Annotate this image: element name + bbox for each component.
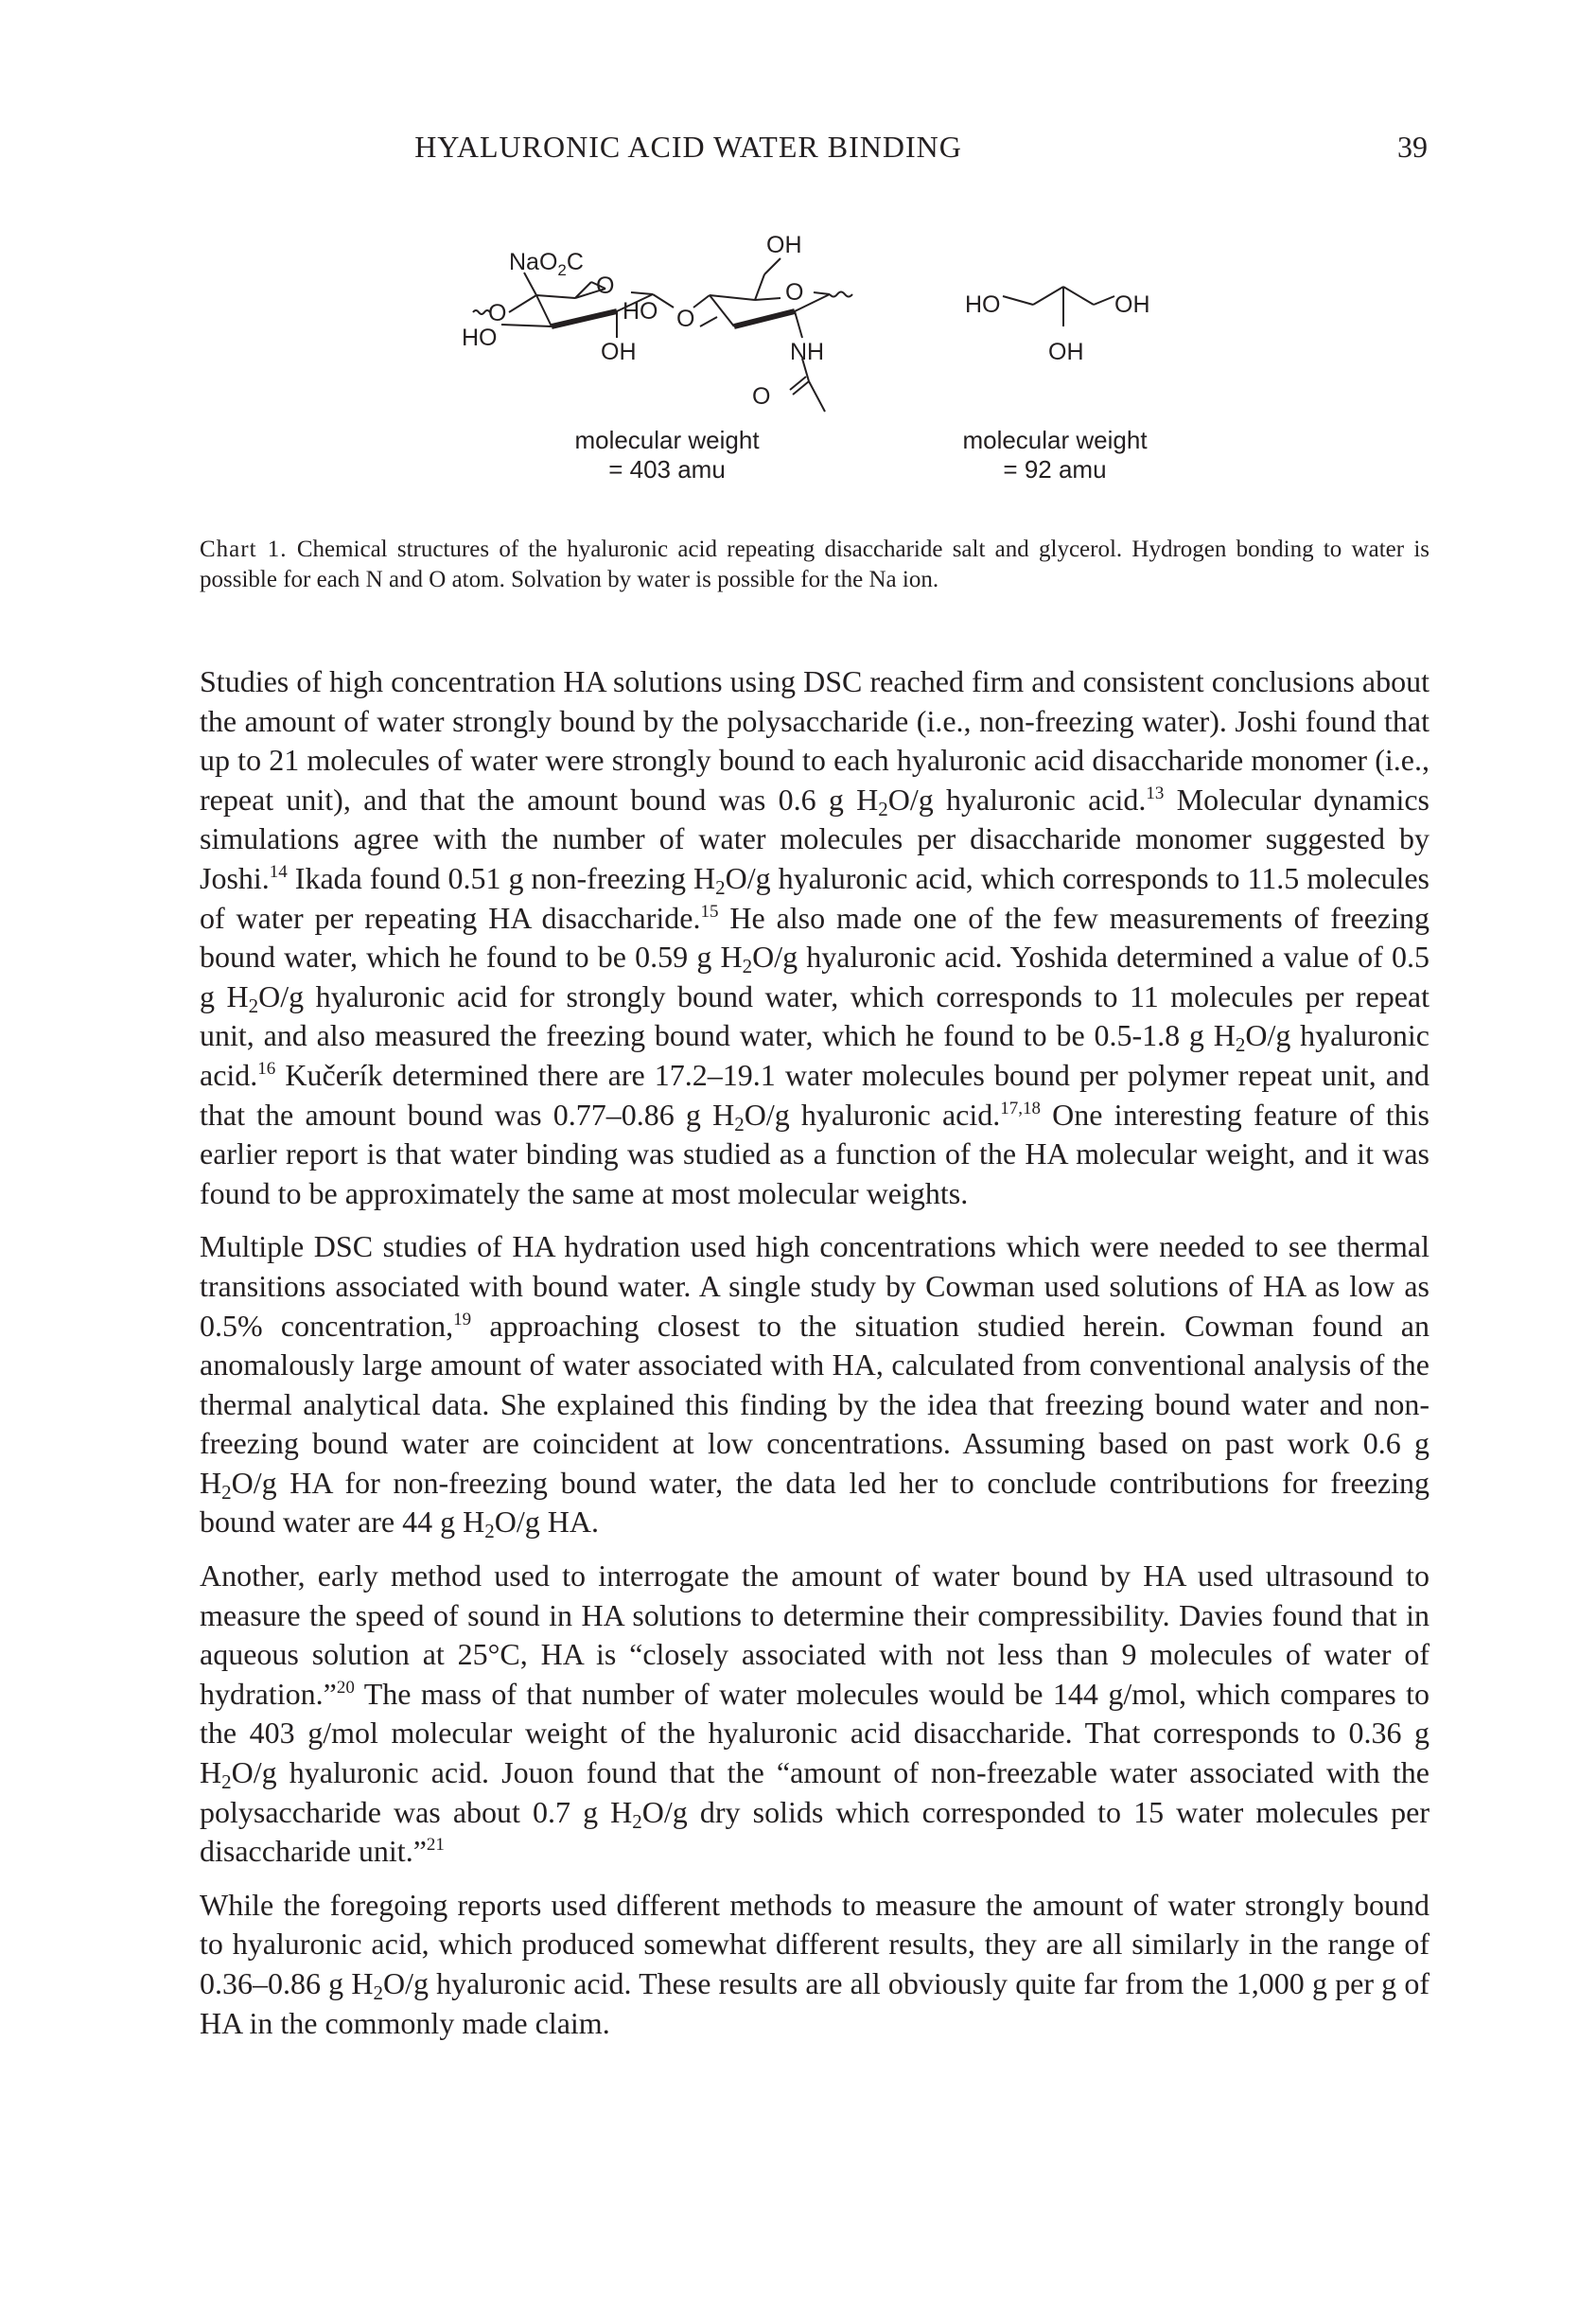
bold-bond [552, 311, 617, 326]
caption-label: Chart 1. [200, 537, 288, 562]
text: Molecular dynamics simulations agree with the number of water molecules per disaccharide monomer suggested by Joshi. [200, 782, 1430, 895]
text: Ikada found 0.51 g non-freezing H [287, 860, 716, 895]
text: One interesting feature of this earlier report is that water binding was studied as a function of the HA molecular weight, and it was found to be approximately the same at most molecular weights. [200, 1097, 1430, 1210]
text: O/g hyaluronic acid. Yoshida determined a value of 0.5 g H [200, 940, 1430, 1013]
bond [809, 381, 825, 412]
text: Another, early method used to interrogate the amount of water bound by HA used ultrasound to measure the speed of sound in HA solutions to determine their compressibility. Davies found that in aqueous solution at 25°C, HA is “closely associated with not less than 9 molecules of water of hydration.” [200, 1558, 1429, 1711]
running-head [0, 130, 1596, 167]
bond [755, 298, 780, 300]
bond [1033, 287, 1063, 305]
label-ho-left: HO [462, 325, 498, 351]
bond [509, 295, 536, 312]
text: The mass of that number of water molecules would be 144 g/mol, which compares to the 403 g/mol molecular weight of the hyaluronic acid disaccharide. That corresponds to 0.36 g H [200, 1676, 1429, 1790]
text: O/g hyaluronic acid for strongly bound water, which corresponds to 11 molecules per repeat unit, and also measured the freezing bound water, which he found to be 0.5-1.8 g H [200, 978, 1430, 1053]
reference: 19 [453, 1309, 472, 1329]
body-text [200, 662, 1429, 2057]
text: O/g hyaluronic acid. [744, 1097, 1001, 1132]
label-o-glyco: O [676, 306, 695, 332]
reference: 17,18 [1000, 1098, 1041, 1118]
text: O/g hyaluronic acid, which corresponds to 11.5 molecules of water per repeating HA disaccharide. [200, 860, 1429, 935]
subscript: 2 [715, 875, 726, 899]
text: Studies of high concentration HA solutions using DSC reached firm and consistent conclusions about the amount of water strongly bound by the polysaccharide (i.e., non-freezing water). Joshi found that up to 21 molecules of water were strongly bound to each hyaluronic acid disaccharide monomer (i.e., repeat unit), and that the amount bound was 0.6 g H [200, 664, 1429, 817]
label-oh-bottom: OH [601, 339, 637, 365]
hyaluronate-mw [539, 426, 795, 484]
reference: 21 [426, 1835, 445, 1856]
label-glycerol-oh-bottom: OH [1048, 339, 1084, 365]
bond [1094, 296, 1114, 305]
bond [1003, 296, 1033, 305]
paragraph-3 [200, 1557, 1429, 1872]
bond [524, 273, 536, 295]
bond [710, 295, 755, 300]
glycerol-mw-line1: molecular weight [962, 426, 1148, 454]
subscript: 2 [632, 1809, 642, 1833]
bond [536, 295, 552, 326]
text: O/g hyaluronic acid. [887, 782, 1147, 817]
text: He also made one of the few measurements of freezing bound water, which he found to be 0.59 g H [200, 900, 1430, 975]
text: O/g hyaluronic acid. These results are all obviously quite far from the 1,000 g per g of HA in the commonly made claim. [200, 1966, 1430, 2040]
subscript: 2 [1235, 1033, 1246, 1057]
reference: 14 [269, 861, 288, 882]
label-o-link-left: O [488, 300, 507, 326]
subscript: 2 [484, 1520, 495, 1543]
label-oh-top: OH [766, 232, 802, 258]
wavy-bond-right [830, 292, 852, 297]
reference: 16 [257, 1058, 276, 1079]
text: While the foregoing reports used different methods to measure the amount of water strongly bound to hyaluronic acid, which produced somewhat different results, they are all similarly in the range of 0.36–0.86 g H [200, 1887, 1429, 2000]
bond [710, 295, 734, 326]
bold-bond [734, 311, 795, 326]
subscript: 2 [734, 1112, 745, 1135]
paragraph-4 [200, 1886, 1429, 2043]
text: O/g HA. [494, 1505, 599, 1540]
chart-caption [200, 535, 1429, 595]
glycerol-mw-line2: = 92 amu [1003, 455, 1107, 484]
bond [700, 317, 717, 326]
bond [764, 258, 780, 274]
running-title: HYALURONIC ACID WATER BINDING [414, 130, 962, 164]
label-o-ring-right: O [785, 279, 804, 306]
bond [631, 292, 653, 294]
label-o-ring-left: O [596, 273, 615, 299]
label-glycerol-oh-right: OH [1114, 291, 1150, 318]
text: O/g hyaluronic acid. Jouon found that the “amount of non-freezable water associated with the polysaccharide was about 0.7 g H [200, 1755, 1429, 1829]
label-ho-mid: HO [623, 298, 658, 325]
text: approaching closest to the situation studied herein. Cowman found an anomalously large amount of water associated with HA, calculated from conventional analysis of the thermal analytical data. She explained this finding by the idea that freezing bound water and non-freezing bound water are coincident at low concentrations. Assuming based on past work 0.6 g H [200, 1308, 1430, 1500]
subscript: 2 [248, 994, 259, 1017]
text: Kučerík determined there are 17.2–19.1 water molecules bound per polymer repeat unit, and that the amount bound was 0.77–0.86 g H [200, 1057, 1429, 1132]
hyaluronate-mw-line1: molecular weight [574, 426, 760, 454]
bond [1063, 287, 1094, 305]
subscript: 2 [373, 1981, 383, 2004]
label-o-carbonyl: O [752, 383, 771, 410]
glycerol-mw [927, 426, 1183, 484]
bond [790, 377, 806, 390]
bond [755, 274, 764, 300]
subscript: 2 [221, 1480, 232, 1504]
paragraph-1 [200, 662, 1429, 1213]
ring-bold-edges [552, 311, 795, 326]
text: O/g hyaluronic acid. [200, 1018, 1430, 1092]
chemical-structures-figure [454, 232, 1173, 487]
glycerol-bonds [1003, 287, 1114, 326]
label-nh: NH [790, 339, 825, 365]
bond [501, 325, 552, 326]
bond [814, 292, 830, 294]
label-glycerol-ho: HO [965, 291, 1001, 318]
label-nao2c: NaO$_2$C [509, 249, 584, 279]
reference: 13 [1146, 783, 1165, 803]
paragraph-2 [200, 1227, 1429, 1542]
reference: 20 [336, 1677, 355, 1698]
text: O/g dry solids which corresponded to 15 water molecules per disaccharide unit.” [200, 1794, 1430, 1869]
subscript: 2 [878, 797, 888, 820]
hyaluronate-mw-line2: = 403 amu [608, 455, 726, 484]
bond [693, 295, 710, 308]
text: Multiple DSC studies of HA hydration used high concentrations which were needed to see thermal transitions associated with bound water. A single study by Cowman used solutions of HA as low as 0.5% concentration, [200, 1229, 1429, 1343]
reference: 15 [700, 901, 719, 922]
page-number: 39 [1397, 130, 1428, 164]
bond [793, 381, 809, 395]
bond [536, 295, 575, 298]
subscript: 2 [221, 1770, 232, 1794]
text: O/g HA for non-freezing bound water, the data led her to conclude contributions for freezing bound water are 44 g H [200, 1465, 1429, 1540]
caption-text: Chemical structures of the hyaluronic acid repeating disaccharide salt and glycerol. Hydrogen bonding to water is possible for each N and O atom. Solvation by water is possible for the Na ion. [200, 537, 1430, 592]
subscript: 2 [742, 955, 753, 978]
bond [795, 311, 802, 338]
